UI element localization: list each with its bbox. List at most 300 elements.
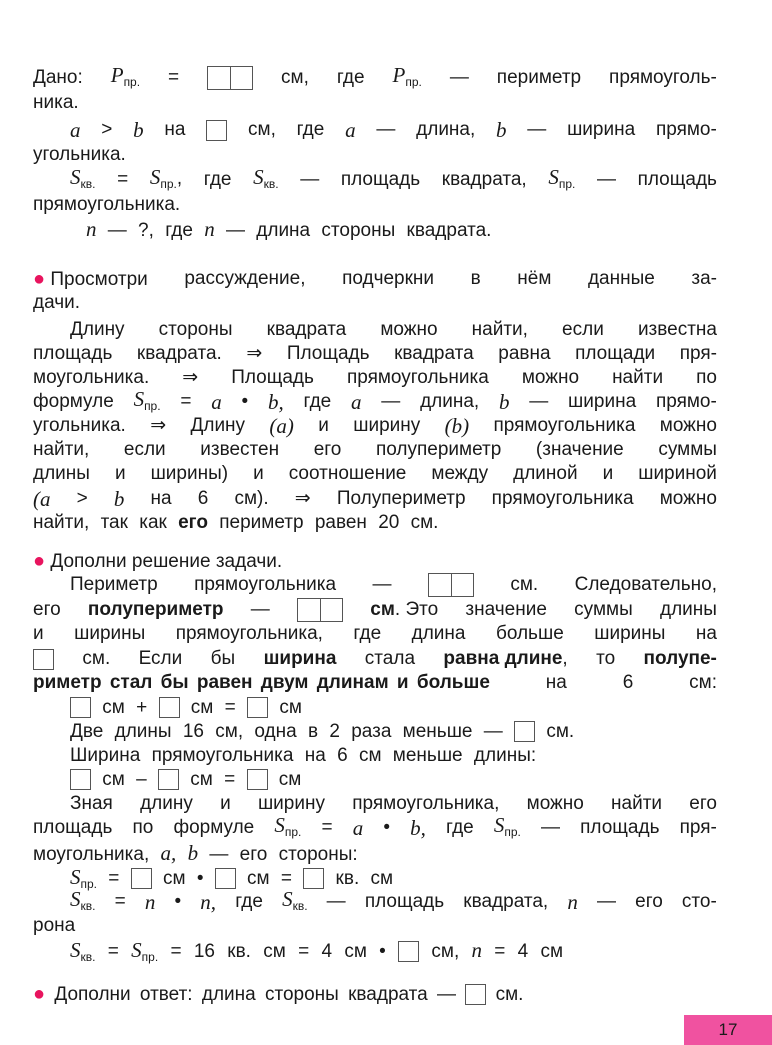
subscript: кв. bbox=[263, 176, 279, 191]
symbol: (b) bbox=[444, 414, 470, 438]
text: нём bbox=[517, 268, 552, 289]
answer-box[interactable] bbox=[158, 769, 179, 790]
text: Площадь bbox=[286, 343, 370, 364]
symbol: b bbox=[187, 841, 199, 865]
text: — bbox=[541, 817, 561, 838]
text: — bbox=[250, 599, 270, 620]
text: бы bbox=[210, 648, 236, 669]
task-1-line-2: дачи. bbox=[33, 292, 81, 313]
symbol: S bbox=[70, 865, 81, 889]
task-1-line-1 bbox=[33, 267, 717, 291]
multiply-dot-icon: • bbox=[241, 391, 249, 412]
text: длина, bbox=[420, 391, 480, 412]
answer-box[interactable] bbox=[70, 697, 91, 718]
text: ширины bbox=[74, 623, 146, 644]
text: известна bbox=[637, 319, 717, 340]
text: — bbox=[596, 169, 616, 190]
subscript: пр. bbox=[558, 176, 576, 191]
solution-line-7 bbox=[70, 720, 574, 744]
text: 20 bbox=[378, 512, 400, 533]
text: Дополни ответ: длина стороны квадрата — bbox=[54, 984, 456, 1005]
task-3-answer bbox=[33, 982, 523, 1006]
text: 4 bbox=[321, 941, 333, 962]
text: — bbox=[225, 220, 245, 241]
text: за- bbox=[691, 268, 717, 289]
answer-box[interactable] bbox=[465, 984, 486, 1005]
text: можно bbox=[526, 793, 584, 814]
text: где bbox=[446, 817, 474, 838]
text: площадь bbox=[580, 817, 660, 838]
text: в bbox=[307, 721, 319, 742]
solution-line-2 bbox=[33, 598, 717, 622]
bullet-icon: ● bbox=[33, 550, 46, 572]
subscript: пр. bbox=[405, 74, 422, 89]
text: Зная bbox=[70, 793, 113, 814]
text: полупериметр bbox=[375, 439, 502, 460]
text: 6 bbox=[337, 745, 348, 766]
text: прямоугольника bbox=[491, 488, 634, 509]
solution-line-11 bbox=[33, 812, 717, 840]
implies-icon: ⇒ bbox=[182, 367, 199, 388]
text bbox=[370, 598, 438, 622]
text: Если bbox=[138, 648, 183, 669]
text: стороны: bbox=[278, 844, 358, 865]
text: данные bbox=[587, 268, 655, 289]
symbol: n bbox=[86, 217, 97, 241]
text: ширины bbox=[594, 623, 666, 644]
reasoning-line-6 bbox=[33, 438, 717, 462]
answer-box[interactable] bbox=[33, 649, 54, 670]
symbol: (a bbox=[33, 487, 51, 511]
solution-line-13 bbox=[70, 865, 393, 889]
text: , bbox=[562, 648, 568, 669]
answer-box[interactable] bbox=[247, 697, 268, 718]
text: > bbox=[76, 488, 88, 509]
text: периметр bbox=[496, 67, 582, 88]
text: см. bbox=[546, 721, 575, 742]
text: = bbox=[180, 391, 192, 412]
text: = bbox=[298, 941, 310, 962]
given-line-2: ника. bbox=[33, 92, 79, 113]
solution-line-1 bbox=[70, 573, 717, 597]
text: = bbox=[280, 868, 292, 889]
text: Дано: bbox=[33, 67, 83, 88]
text: и bbox=[220, 793, 231, 814]
subscript: пр. bbox=[160, 176, 177, 191]
subscript: кв. bbox=[80, 950, 96, 964]
text: = bbox=[117, 169, 129, 190]
text: на bbox=[695, 623, 717, 644]
symbol: a, bbox=[160, 841, 177, 865]
symbol: S bbox=[493, 812, 505, 837]
text: меньше bbox=[402, 721, 473, 742]
text: 2 bbox=[329, 721, 340, 742]
symbol: S bbox=[274, 812, 285, 837]
text: периметр bbox=[219, 512, 304, 533]
subscript: пр. bbox=[123, 74, 141, 89]
text: см. bbox=[82, 648, 111, 669]
subscript: кв. bbox=[80, 176, 96, 191]
text: , bbox=[176, 167, 183, 189]
symbol: a bbox=[345, 118, 356, 142]
text: — bbox=[529, 391, 549, 412]
text: прямоуголь- bbox=[609, 67, 717, 88]
symbol: a bbox=[351, 390, 362, 414]
answer-box[interactable] bbox=[398, 941, 419, 962]
solution-line-4 bbox=[33, 647, 717, 671]
text: + bbox=[136, 697, 148, 718]
text: см. bbox=[510, 574, 539, 595]
text: найти, bbox=[471, 319, 528, 340]
text: его bbox=[313, 439, 342, 460]
text: шириной bbox=[638, 463, 717, 484]
text: соотношение bbox=[288, 463, 407, 484]
text: ширину bbox=[353, 415, 421, 436]
text: квадрата bbox=[394, 343, 474, 364]
text: площади bbox=[575, 343, 656, 364]
p-perimeter-symbol bbox=[111, 63, 140, 94]
text: см, bbox=[431, 941, 460, 962]
text: см bbox=[247, 868, 270, 889]
s-square-symbol bbox=[70, 165, 95, 196]
symbol: Р bbox=[110, 62, 124, 87]
text: см bbox=[102, 697, 125, 718]
text: на bbox=[150, 488, 172, 509]
s-rect-symbol bbox=[548, 165, 575, 196]
text: см, bbox=[215, 721, 244, 742]
text: известен bbox=[200, 439, 280, 460]
subscript: пр. bbox=[284, 824, 302, 839]
p-perimeter-symbol bbox=[393, 63, 422, 94]
text: стала bbox=[364, 648, 416, 669]
text: найти bbox=[612, 367, 664, 388]
bullet-icon: ● bbox=[33, 983, 46, 1005]
given-line-7 bbox=[86, 217, 491, 241]
reasoning-line-9 bbox=[33, 511, 438, 535]
text: по bbox=[132, 817, 154, 838]
text: найти bbox=[611, 793, 663, 814]
text: см. bbox=[495, 984, 524, 1005]
answer-box[interactable] bbox=[247, 769, 268, 790]
text: его bbox=[239, 844, 268, 865]
text: прямоугольника, bbox=[352, 793, 500, 814]
text: – bbox=[136, 769, 147, 790]
text: площадь bbox=[33, 343, 113, 364]
text: моугольника. bbox=[33, 367, 150, 388]
text: площадь bbox=[637, 169, 717, 190]
text: — bbox=[300, 169, 320, 190]
solution-line-9 bbox=[70, 768, 301, 792]
symbol: a bbox=[352, 816, 364, 840]
text: длина, bbox=[416, 119, 476, 140]
s-square-symbol bbox=[253, 165, 278, 196]
text: длины bbox=[33, 463, 90, 484]
text: прямо- bbox=[655, 119, 717, 140]
text: то bbox=[596, 648, 616, 669]
text: и bbox=[114, 463, 126, 484]
text: Периметр bbox=[70, 574, 158, 595]
symbol: Р bbox=[392, 62, 406, 87]
text: где bbox=[235, 891, 263, 912]
text: — bbox=[372, 574, 392, 595]
solution-line-8 bbox=[70, 744, 536, 768]
implies-icon: ⇒ bbox=[246, 343, 263, 364]
s-rect-symbol bbox=[150, 165, 182, 196]
text: кв. см bbox=[227, 941, 286, 962]
text: стороны bbox=[158, 319, 233, 340]
text: — bbox=[326, 891, 346, 912]
symbol: b bbox=[113, 487, 125, 511]
text: см bbox=[190, 697, 214, 718]
text: и bbox=[318, 415, 329, 436]
text: кв. см bbox=[335, 868, 394, 889]
text: где bbox=[203, 169, 232, 190]
text: прямоугольника, bbox=[175, 623, 323, 644]
s-rect-symbol bbox=[274, 813, 301, 844]
answer-box[interactable] bbox=[131, 868, 152, 889]
text: если bbox=[123, 439, 166, 460]
text: длины: bbox=[473, 745, 537, 766]
text: — bbox=[376, 119, 396, 140]
text: (значение bbox=[535, 439, 624, 460]
reasoning-line-7 bbox=[33, 462, 717, 486]
implies-icon: ⇒ bbox=[294, 488, 311, 509]
text: равна bbox=[498, 343, 551, 364]
symbol: S bbox=[70, 164, 81, 189]
symbol: b bbox=[498, 390, 510, 414]
reasoning-line-4 bbox=[33, 386, 717, 414]
text: площадь bbox=[33, 817, 113, 838]
s-rect-symbol bbox=[134, 387, 161, 418]
emphasis-text: ширина bbox=[263, 648, 337, 669]
text: площадь bbox=[364, 891, 445, 912]
solution-line-15: рона bbox=[33, 915, 76, 936]
text: где bbox=[303, 391, 332, 412]
given-line-1 bbox=[33, 62, 717, 90]
page-number: 17 bbox=[684, 1015, 772, 1045]
text: пря- bbox=[679, 343, 717, 364]
text: см bbox=[358, 745, 382, 766]
multiply-dot-icon: • bbox=[196, 868, 204, 889]
text: — bbox=[209, 844, 229, 865]
text: найти, bbox=[33, 512, 90, 533]
text: = bbox=[494, 941, 506, 962]
symbol: S bbox=[282, 886, 293, 911]
answer-box-double[interactable] bbox=[297, 598, 343, 622]
text: формуле bbox=[33, 391, 114, 412]
text: см bbox=[540, 941, 564, 962]
text: можно bbox=[380, 319, 438, 340]
answer-box-double[interactable] bbox=[428, 573, 474, 597]
text: где bbox=[165, 220, 193, 241]
text: его bbox=[33, 599, 61, 620]
text: Площадь bbox=[231, 367, 314, 388]
text: 6 bbox=[622, 672, 634, 693]
text: квадрата, bbox=[463, 891, 549, 912]
text: формуле bbox=[173, 817, 255, 838]
text: . Это bbox=[394, 599, 439, 620]
text: на bbox=[304, 745, 326, 766]
text: длину bbox=[140, 793, 193, 814]
symbol: S bbox=[253, 164, 264, 189]
text: см). bbox=[234, 488, 269, 509]
text: на bbox=[545, 672, 567, 693]
text: моугольника, bbox=[33, 844, 150, 865]
symbol: b bbox=[496, 118, 507, 142]
text: Полупериметр bbox=[336, 488, 466, 509]
answer-box-double[interactable] bbox=[207, 66, 253, 90]
s-square-symbol bbox=[70, 887, 95, 918]
answer-box[interactable] bbox=[159, 697, 180, 718]
symbol: S bbox=[70, 886, 81, 911]
text: его bbox=[635, 891, 663, 912]
text: как bbox=[139, 512, 167, 533]
text: стороны bbox=[321, 220, 396, 241]
text: см bbox=[190, 769, 213, 790]
text: 6 bbox=[197, 488, 209, 509]
answer-box[interactable] bbox=[70, 769, 91, 790]
symbol: n bbox=[144, 890, 156, 914]
text: прямоугольника bbox=[151, 745, 294, 766]
emphasis-text: его bbox=[178, 512, 208, 533]
task-2-heading bbox=[33, 549, 282, 573]
text: см, bbox=[248, 119, 276, 140]
bullet-icon: ● bbox=[33, 267, 46, 290]
text: ширину bbox=[257, 793, 325, 814]
reasoning-line-8 bbox=[33, 487, 717, 511]
text: Длину bbox=[190, 415, 246, 436]
text: 16 bbox=[193, 941, 215, 962]
text: = bbox=[224, 697, 236, 718]
solution-line-5 bbox=[33, 671, 717, 695]
text: = bbox=[108, 868, 120, 889]
text: квадрата. bbox=[136, 343, 222, 364]
text: см bbox=[102, 769, 125, 790]
text: по bbox=[696, 367, 717, 388]
text: пря- bbox=[679, 817, 717, 838]
text: на bbox=[164, 119, 186, 140]
text: значение bbox=[465, 599, 547, 620]
text: суммы bbox=[574, 599, 633, 620]
text: квадрата, bbox=[441, 169, 527, 190]
text: ширина bbox=[568, 391, 637, 412]
text: можно bbox=[659, 415, 717, 436]
implies-icon: ⇒ bbox=[150, 415, 167, 436]
text: Дополни решение задачи. bbox=[50, 551, 283, 572]
text: см bbox=[278, 769, 302, 790]
text: = bbox=[321, 817, 333, 838]
text: если bbox=[562, 319, 604, 340]
multiply-dot-icon: • bbox=[174, 891, 182, 912]
text: и bbox=[33, 623, 44, 644]
s-square-symbol bbox=[282, 887, 307, 918]
text: рассуждение, bbox=[184, 268, 306, 289]
reasoning-line-1 bbox=[70, 318, 717, 342]
text: = bbox=[107, 941, 119, 962]
text: — bbox=[483, 721, 503, 742]
text: см, bbox=[281, 67, 309, 88]
text: между bbox=[431, 463, 489, 484]
given-line-4: угольника. bbox=[33, 144, 126, 165]
text: ширина bbox=[567, 119, 636, 140]
text: длина bbox=[256, 220, 311, 241]
answer-box[interactable] bbox=[514, 721, 535, 742]
emphasis-text: полупе- bbox=[643, 648, 717, 669]
text: см bbox=[162, 868, 186, 889]
text: — ?, bbox=[107, 220, 154, 241]
text: площадь bbox=[340, 169, 421, 190]
answer-box[interactable] bbox=[206, 120, 227, 141]
s-square-symbol bbox=[70, 938, 96, 964]
subscript: кв. bbox=[80, 898, 96, 913]
symbol: a bbox=[70, 118, 81, 142]
solution-line-3 bbox=[33, 622, 717, 646]
symbol: b, bbox=[267, 390, 284, 414]
multiply-dot-icon: • bbox=[379, 941, 386, 962]
text: его bbox=[689, 793, 717, 814]
text: > bbox=[101, 119, 113, 140]
subscript: кв. bbox=[292, 898, 308, 913]
text: — bbox=[449, 67, 469, 88]
text: см bbox=[279, 697, 302, 718]
emphasis-text: риметр стал бы равен двум длинам и больше bbox=[33, 672, 490, 693]
text: = bbox=[168, 67, 180, 88]
text: — bbox=[527, 119, 547, 140]
text: сто- bbox=[681, 891, 717, 912]
emphasis-text: см bbox=[370, 599, 395, 620]
text: меньше bbox=[392, 745, 463, 766]
text: см bbox=[344, 941, 367, 962]
symbol: S bbox=[133, 386, 145, 411]
emphasis-text: полупериметр bbox=[87, 599, 224, 620]
text: 16 bbox=[182, 721, 204, 742]
text: раза bbox=[351, 721, 392, 742]
text: прямо- bbox=[655, 391, 717, 412]
text: подчеркни bbox=[342, 268, 435, 289]
multiply-dot-icon: • bbox=[383, 817, 391, 838]
given-line-6: прямоугольника. bbox=[33, 194, 181, 215]
text: ширины) bbox=[150, 463, 229, 484]
text: и bbox=[253, 463, 264, 484]
text: прямоугольника bbox=[493, 415, 636, 436]
text: где bbox=[336, 67, 365, 88]
text: см. bbox=[410, 512, 439, 533]
subscript: пр. bbox=[80, 877, 98, 891]
solution-line-16 bbox=[70, 938, 563, 962]
symbol: n bbox=[204, 217, 215, 241]
text: найти, bbox=[33, 439, 90, 460]
text: одна bbox=[254, 721, 297, 742]
symbol: n bbox=[567, 890, 578, 914]
symbol: n bbox=[471, 938, 482, 962]
text: длины bbox=[114, 721, 172, 742]
text: можно bbox=[521, 367, 580, 388]
text: суммы bbox=[658, 439, 717, 460]
text: — bbox=[596, 891, 616, 912]
answer-box[interactable] bbox=[215, 868, 236, 889]
solution-line-14 bbox=[70, 886, 717, 914]
symbol: S bbox=[149, 164, 161, 189]
s-rect-symbol bbox=[131, 938, 159, 964]
solution-line-10 bbox=[70, 792, 717, 816]
given-line-3 bbox=[70, 118, 717, 142]
text: Длину bbox=[70, 319, 125, 340]
symbol: n, bbox=[200, 890, 217, 914]
text: больше bbox=[495, 623, 564, 644]
emphasis-text: равна длине bbox=[443, 648, 563, 669]
text: длины bbox=[660, 599, 717, 620]
s-rect-symbol bbox=[494, 813, 521, 844]
